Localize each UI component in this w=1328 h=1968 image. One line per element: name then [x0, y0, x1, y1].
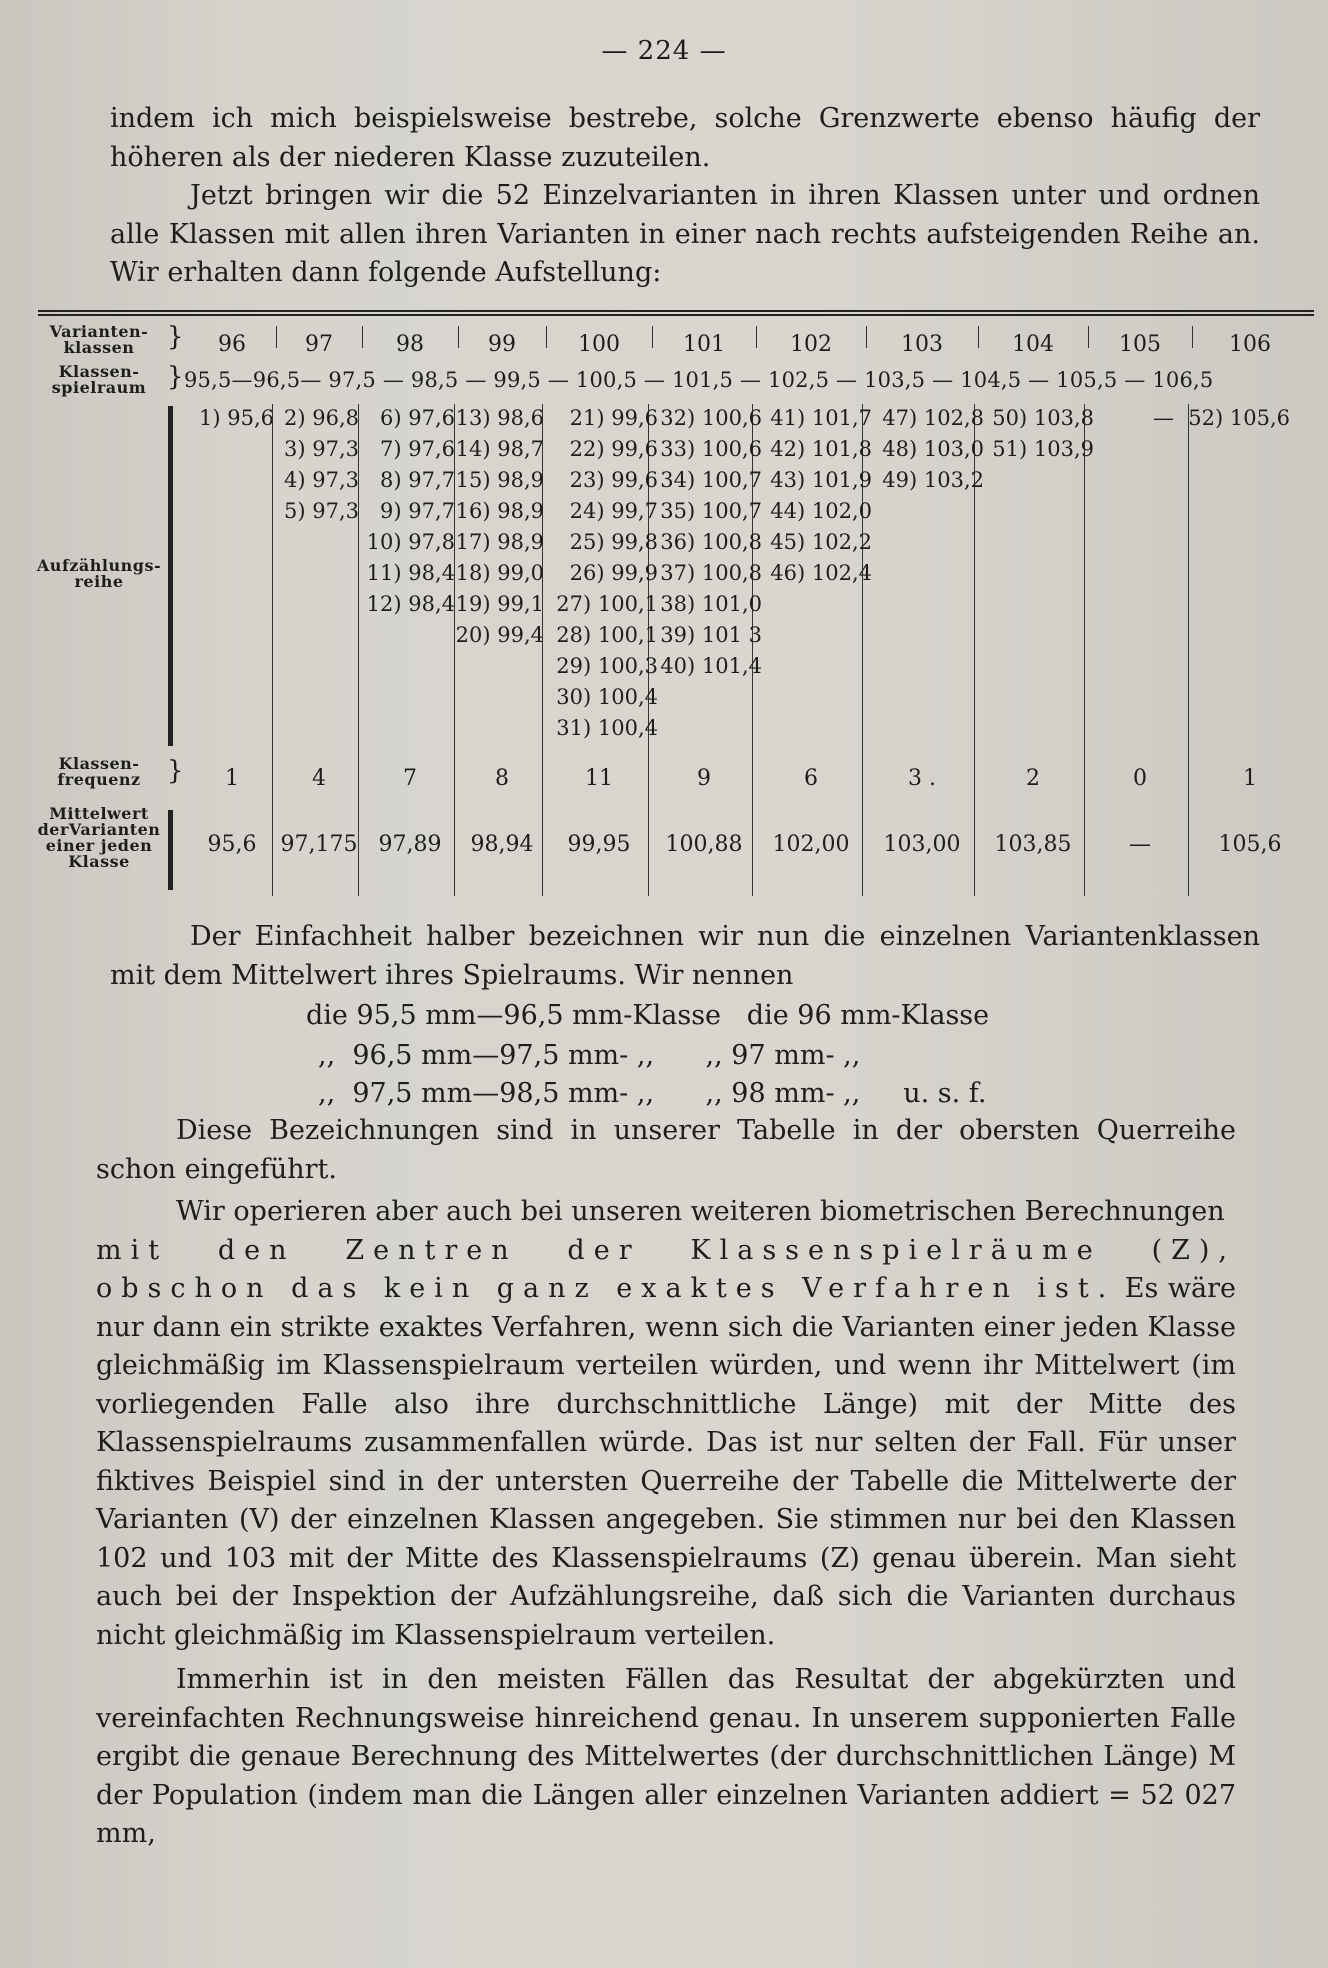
class-header-97: 97 [305, 332, 333, 357]
brace-classes: } [167, 322, 184, 352]
variant-cell: 13) 98,6 [455, 406, 544, 430]
variant-cell: 30) 100,4 [556, 685, 658, 709]
variant-cell: 2) 96,8 [284, 406, 359, 430]
body-text [96, 1112, 1236, 1854]
body-paragraph-2: Wir operieren aber auch bei unseren weiteren biometrischen Berechnungen [176, 1196, 1225, 1227]
variant-cell: 34) 100,7 [660, 468, 762, 492]
variant-cell: 50) 103,8 [992, 406, 1094, 430]
naming-row-2: ,, 96,5 mm—97,5 mm- ,, ,, 97 mm- ,, [318, 1040, 861, 1071]
class-header-101: 101 [683, 332, 725, 357]
mean-cell: 102,00 [772, 832, 850, 857]
label-class-mean: Mittelwert derVarianten einer jeden Klasse [37, 804, 161, 871]
mean-cell: 98,94 [470, 832, 534, 857]
variant-cell: 19) 99,1 [455, 592, 544, 616]
class-header-104: 104 [1012, 332, 1054, 357]
mean-cell: — [1129, 832, 1151, 857]
variant-cell: 15) 98,9 [455, 468, 544, 492]
mean-cell: 99,95 [567, 832, 631, 857]
brace-frequency: } [167, 756, 184, 786]
variant-cell: 17) 98,9 [455, 530, 544, 554]
header-column-rule [1088, 326, 1089, 348]
class-header-103: 103 [901, 332, 943, 357]
variant-cell: 45) 102,2 [770, 530, 872, 554]
frequency-cell: 9 [697, 766, 711, 791]
intro-paragraph-1: indem ich mich beispielsweise bestrebe, solche Grenzwerte ebenso häufig der höheren als der niederen Klasse zuzuteilen. [110, 103, 1260, 173]
intro-paragraph-2: Jetzt bringen wir die 52 Einzelvarianten in ihren Klassen unter und ordnen alle Klassen mit allen ihren Varianten in einer nach rechts aufsteigenden Reihe an. Wir erhalten dann folgende Aufstellung: [110, 180, 1260, 288]
mean-cell: 95,6 [207, 832, 257, 857]
brace-mean [168, 810, 173, 890]
class-header-98: 98 [396, 332, 424, 357]
body-column-rule [1084, 404, 1085, 896]
variant-cell: 49) 103,2 [882, 468, 984, 492]
naming-row-3: ,, 97,5 mm—98,5 mm- ,, ,, 98 mm- ,, u. s. f. [318, 1078, 987, 1109]
variant-cell: 52) 105,6 [1188, 406, 1290, 430]
class-header-102: 102 [790, 332, 832, 357]
brace-range: } [167, 362, 184, 392]
variant-cell: 24) 99,7 [569, 499, 658, 523]
frequency-cell: 11 [585, 766, 613, 791]
variant-cell: 6) 97,6 [380, 406, 455, 430]
naming-row-1: die 95,5 mm—96,5 mm-Klasse die 96 mm-Klasse [306, 1000, 990, 1031]
variant-cell: 4) 97,3 [284, 468, 359, 492]
variant-cell: 5) 97,3 [284, 499, 359, 523]
variant-cell: 44) 102,0 [770, 499, 872, 523]
brace-series [168, 406, 173, 746]
header-column-rule [978, 326, 979, 348]
frequency-cell: 2 [1026, 766, 1040, 791]
variant-cell: 22) 99,6 [569, 437, 658, 461]
variant-cell: 35) 100,7 [660, 499, 762, 523]
variant-cell: 11) 98,4 [366, 561, 455, 585]
variant-cell: 46) 102,4 [770, 561, 872, 585]
label-class-range: Klassen- spielraum [51, 362, 147, 397]
variant-cell: 32) 100,6 [660, 406, 762, 430]
variant-cell: 25) 99,8 [569, 530, 658, 554]
variant-cell: 1) 95,6 [199, 406, 274, 430]
variant-cell: 48) 103,0 [882, 437, 984, 461]
variant-cell: 3) 97,3 [284, 437, 359, 461]
body-column-rule [1188, 404, 1189, 896]
variant-cell: 51) 103,9 [992, 437, 1094, 461]
mean-cell: 97,89 [378, 832, 442, 857]
variant-cell: 14) 98,7 [455, 437, 544, 461]
variant-cell: 33) 100,6 [660, 437, 762, 461]
frequency-cell: 3 . [908, 766, 936, 791]
variant-cell: 37) 100,8 [660, 561, 762, 585]
variant-cell: 27) 100,1 [556, 592, 658, 616]
variant-cell: 23) 99,6 [569, 468, 658, 492]
label-enumeration-series: Aufzählungs- reihe [36, 556, 162, 591]
variant-cell: 20) 99,4 [455, 623, 544, 647]
class-header-105: 105 [1119, 332, 1161, 357]
body-paragraph-1: Diese Bezeichnungen sind in unserer Tabelle in der obersten Querreihe schon eingeführt. [96, 1115, 1236, 1185]
mean-cell: 100,88 [665, 832, 743, 857]
variant-cell: 9) 97,7 [380, 499, 455, 523]
mean-cell: 103,85 [994, 832, 1072, 857]
variant-cell: 36) 100,8 [660, 530, 762, 554]
frequency-cell: 8 [495, 766, 509, 791]
variant-cell: 16) 98,9 [455, 499, 544, 523]
mean-cell: 103,00 [883, 832, 961, 857]
variant-cell: 31) 100,4 [556, 716, 658, 740]
header-column-rule [866, 326, 867, 348]
variant-table [34, 310, 1314, 900]
variant-cell: 28) 100,1 [556, 623, 658, 647]
mean-cell: 97,175 [280, 832, 358, 857]
class-header-106: 106 [1229, 332, 1271, 357]
frequency-cell: 6 [804, 766, 818, 791]
body-paragraph-3: Immerhin ist in den meisten Fällen das Resultat der abgekürzten und vereinfachten Rechnungsweise hinreichend genau. In unserem supponierten Falle ergibt die genaue Berechnung des Mittelwertes (der durchschnittlichen Länge) M der Population (indem man die Längen aller einzelnen Varianten addiert = 52 027 mm, [96, 1664, 1236, 1849]
variant-cell: 42) 101,8 [770, 437, 872, 461]
table-top-rule-2 [38, 314, 1314, 316]
after-table-text [110, 918, 1260, 995]
mean-cell: 105,6 [1218, 832, 1282, 857]
body-paragraph-2-spaced: mit den Zentren der Klassenspielräume (Z), obschon das kein ganz exaktes Verfahren ist. Es wäre nur dann ein strikte exaktes Verfahren, wenn sich die Varianten einer jeden Klasse gleichmäßig im Klassenspielraum verteilen würden, und wenn ihr Mittelwert (im vorliegenden Falle also ihre durchschnittliche Länge) mit der Mitte des Klassenspielraums zusammenfallen würde. Das ist nur selten der Fall. Für unser fiktives Beispiel sind in der untersten Querreihe der Tabelle die Mittelwerte der Varianten (V) der einzelnen Klassen angegeben. Sie stimmen nur bei den Klassen 102 und 103 mit der Mitte des Klassenspielraums (Z) genau überein. Man sieht auch bei der Inspektion der Aufzählungsreihe, daß sich die Varianten durchaus nicht gleichmäßig im Klassenspielraum verteilen. [96, 1234, 1236, 1651]
frequency-cell: 7 [403, 766, 417, 791]
variant-cell: 8) 97,7 [380, 468, 455, 492]
variant-cell: 29) 100,3 [556, 654, 658, 678]
intro-text [110, 100, 1260, 293]
variant-cell: 26) 99,9 [569, 561, 658, 585]
label-variant-classes: Varianten- klassen [49, 322, 149, 357]
variant-cell: 10) 97,8 [366, 530, 455, 554]
header-column-rule [756, 326, 757, 348]
variant-cell: 43) 101,9 [770, 468, 872, 492]
class-header-96: 96 [218, 332, 246, 357]
body-column-rule [272, 404, 273, 896]
variant-cell: 7) 97,6 [380, 437, 455, 461]
frequency-cell: 0 [1133, 766, 1147, 791]
variant-cell: 41) 101,7 [770, 406, 872, 430]
frequency-cell: 1 [225, 766, 239, 791]
class-header-100: 100 [578, 332, 620, 357]
variant-cell: 39) 101 3 [660, 623, 762, 647]
frequency-cell: 1 [1243, 766, 1257, 791]
variant-cell: — [1153, 406, 1174, 430]
after-table-paragraph: Der Einfachheit halber bezeichnen wir nun die einzelnen Variantenklassen mit dem Mittelwert ihres Spielraums. Wir nennen [110, 921, 1260, 991]
variant-cell: 38) 101,0 [660, 592, 762, 616]
header-column-rule [1192, 326, 1193, 348]
table-top-rule [38, 310, 1314, 312]
page-number: — 224 — [601, 36, 727, 66]
header-column-rule [652, 326, 653, 348]
variant-cell: 47) 102,8 [882, 406, 984, 430]
class-header-99: 99 [488, 332, 516, 357]
variant-cell: 40) 101,4 [660, 654, 762, 678]
class-range-row: 95,5—96,5— 97,5 — 98,5 — 99,5 — 100,5 — 101,5 — 102,5 — 103,5 — 104,5 — 105,5 — 106,5 [184, 368, 1214, 392]
label-class-frequency: Klassen- frequenz [57, 754, 141, 789]
frequency-cell: 4 [312, 766, 326, 791]
variant-cell: 21) 99,6 [569, 406, 658, 430]
variant-cell: 18) 99,0 [455, 561, 544, 585]
variant-cell: 12) 98,4 [366, 592, 455, 616]
